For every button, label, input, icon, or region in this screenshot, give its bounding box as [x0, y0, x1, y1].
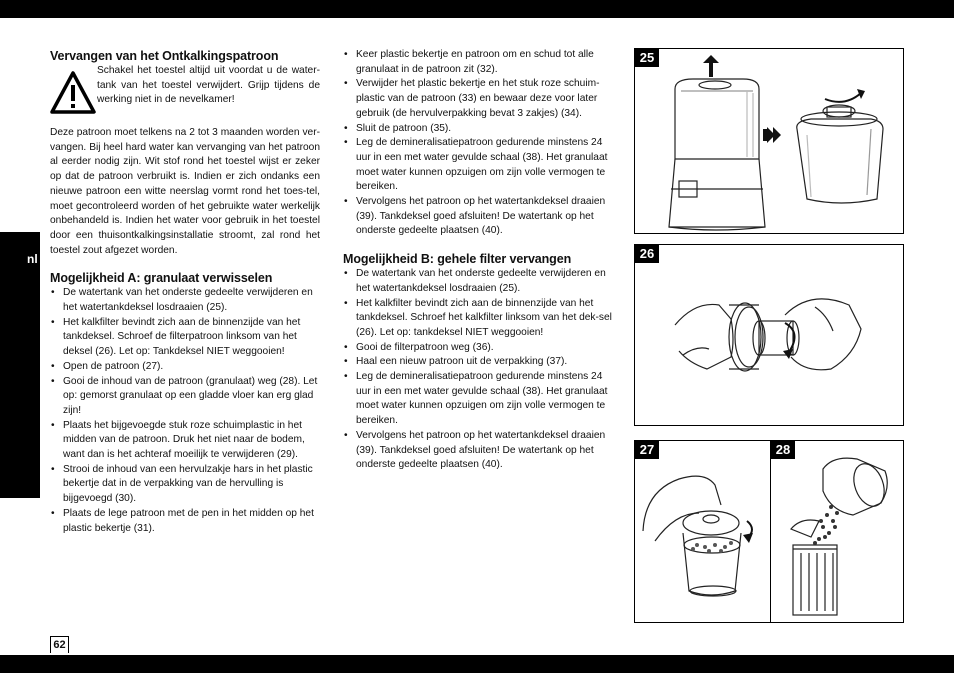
list-item: • Open de patroon (27).: [50, 360, 320, 375]
list-item: • De watertank van het onderste gedeelte verwijderen en het watertankdeksel losdraaien (25).: [343, 267, 613, 296]
bottom-bar: [0, 655, 954, 673]
list-item: • Keer plastic bekertje en patroon om en schud tot alle granulaat in de patroon zit (32).: [343, 48, 613, 77]
list-item: • Het kalkfilter bevindt zich aan de binnenzijde van het tankdeksel. Schroef het kalkfilter linksom van het dek-sel (26). Let op: tankdeksel NIET weggooien!: [343, 297, 613, 341]
language-tab: [0, 232, 40, 498]
column-left: [50, 48, 320, 536]
figure-number: 28: [771, 441, 795, 459]
list-item: • Gooi de filterpatroon weg (36).: [343, 341, 613, 356]
figure-number: 27: [635, 441, 659, 459]
figure-25: [634, 48, 904, 234]
open-cartridge-illustration: [635, 441, 771, 622]
list-item: • Plaats het bijgevoegde stuk roze schuimplastic in het midden van de patroon. Druk het niet naar de bodem, want dan is het achteraf moeilijk te verwijderen (29).: [50, 419, 320, 463]
list-item: • De watertank van het onderste gedeelte verwijderen en het watertankdeksel losdraaien (25).: [50, 286, 320, 315]
column-middle: [343, 48, 613, 473]
option-a-list: [50, 286, 320, 536]
figure-number: 25: [635, 49, 659, 67]
option-a-list-continued: [343, 48, 613, 239]
figure-26: [634, 244, 904, 426]
section-title-replace-cartridge: Vervangen van het Ontkalkingspatroon: [50, 49, 279, 63]
figure-27: [634, 440, 772, 623]
list-item: • Verwijder het plastic bekertje en het stuk roze schuim-plastic van de patroon (33) en bewaar deze voor later gebruik (de hervulverpakking bevat 3 zakjes) (34).: [343, 77, 613, 121]
list-item: • Leg de demineralisatiepatroon gedurende minstens 24 uur in een met water gevulde schaal (38). Het granulaat moet water kunnen opzuigen om zijn volle vermogen te bereiken.: [343, 370, 613, 429]
list-item: • Sluit de patroon (35).: [343, 122, 613, 137]
option-b-list: [343, 267, 613, 473]
warning-triangle-icon: [50, 70, 96, 116]
list-item: • Strooi de inhoud van een hervulzakje hars in het plastic bekertje dat in de verpakking van de hervulling is bijgevoegd (30).: [50, 463, 320, 507]
filter-unscrew-illustration: [635, 245, 903, 425]
language-label: nl: [27, 252, 38, 266]
humidifier-tank-removal-illustration: [635, 49, 903, 233]
empty-granulate-illustration: [771, 441, 903, 622]
warning-text: Schakel het toestel altijd uit voordat u de water-tank van het toestel verwijdert. Grijp tijdens de werking niet in de nevelkamer!: [97, 65, 320, 106]
list-item: • Vervolgens het patroon op het watertankdeksel draaien (39). Tankdeksel goed afsluiten! De watertank op het onderste gedeelte plaatsen (40).: [343, 429, 613, 473]
figure-number: 26: [635, 245, 659, 263]
list-item: • Vervolgens het patroon op het watertankdeksel draaien (39). Tankdeksel goed afsluiten! De watertank op het onderste gedeelte plaatsen (40).: [343, 195, 613, 239]
top-bar: [0, 0, 954, 18]
intro-paragraph: Deze patroon moet telkens na 2 tot 3 maanden worden ver-vangen. Bij heel hard water kan vervanging van het patroon al eerder nodig zijn. Wit stof rond het toestel wijst er zeker op dat de patroon verbruikt is. Indien er zich ondanks een nieuwe patroon een witte neerslag vormt rond het toes-tel, moet gecontroleerd worden of het gebruikte water werkelijk onbehandeld is. Indien het water voor gebruik in het toestel door een thuisontkalkingsinstallatie stroomt, zal rond het toestel zout afgezet worden.: [50, 127, 320, 256]
section-title-option-b: Mogelijkheid B: gehele filter vervangen: [343, 252, 572, 267]
list-item: • Het kalkfilter bevindt zich aan de binnenzijde van het tankdeksel. Schroef de filterpatroon linksom van het deksel (26). Let op: Tankdeksel NIET weggooien!: [50, 316, 320, 360]
figure-28: [770, 440, 904, 623]
list-item: • Haal een nieuw patroon uit de verpakking (37).: [343, 355, 613, 370]
section-title-option-a: Mogelijkheid A: granulaat verwisselen: [50, 271, 273, 286]
list-item: • Plaats de lege patroon met de pen in het midden op het plastic bekertje (31).: [50, 507, 320, 536]
list-item: • Gooi de inhoud van de patroon (granulaat) weg (28). Let op: gemorst granulaat op een gladde vloer kan erg glad zijn!: [50, 375, 320, 419]
list-item: • Leg de demineralisatiepatroon gedurende minstens 24 uur in een met water gevulde schaal (38). Het granulaat moet water kunnen opzuigen om zijn volle vermogen te bereiken.: [343, 136, 613, 195]
warning-block: [50, 64, 320, 116]
page-number: 62: [50, 636, 69, 653]
